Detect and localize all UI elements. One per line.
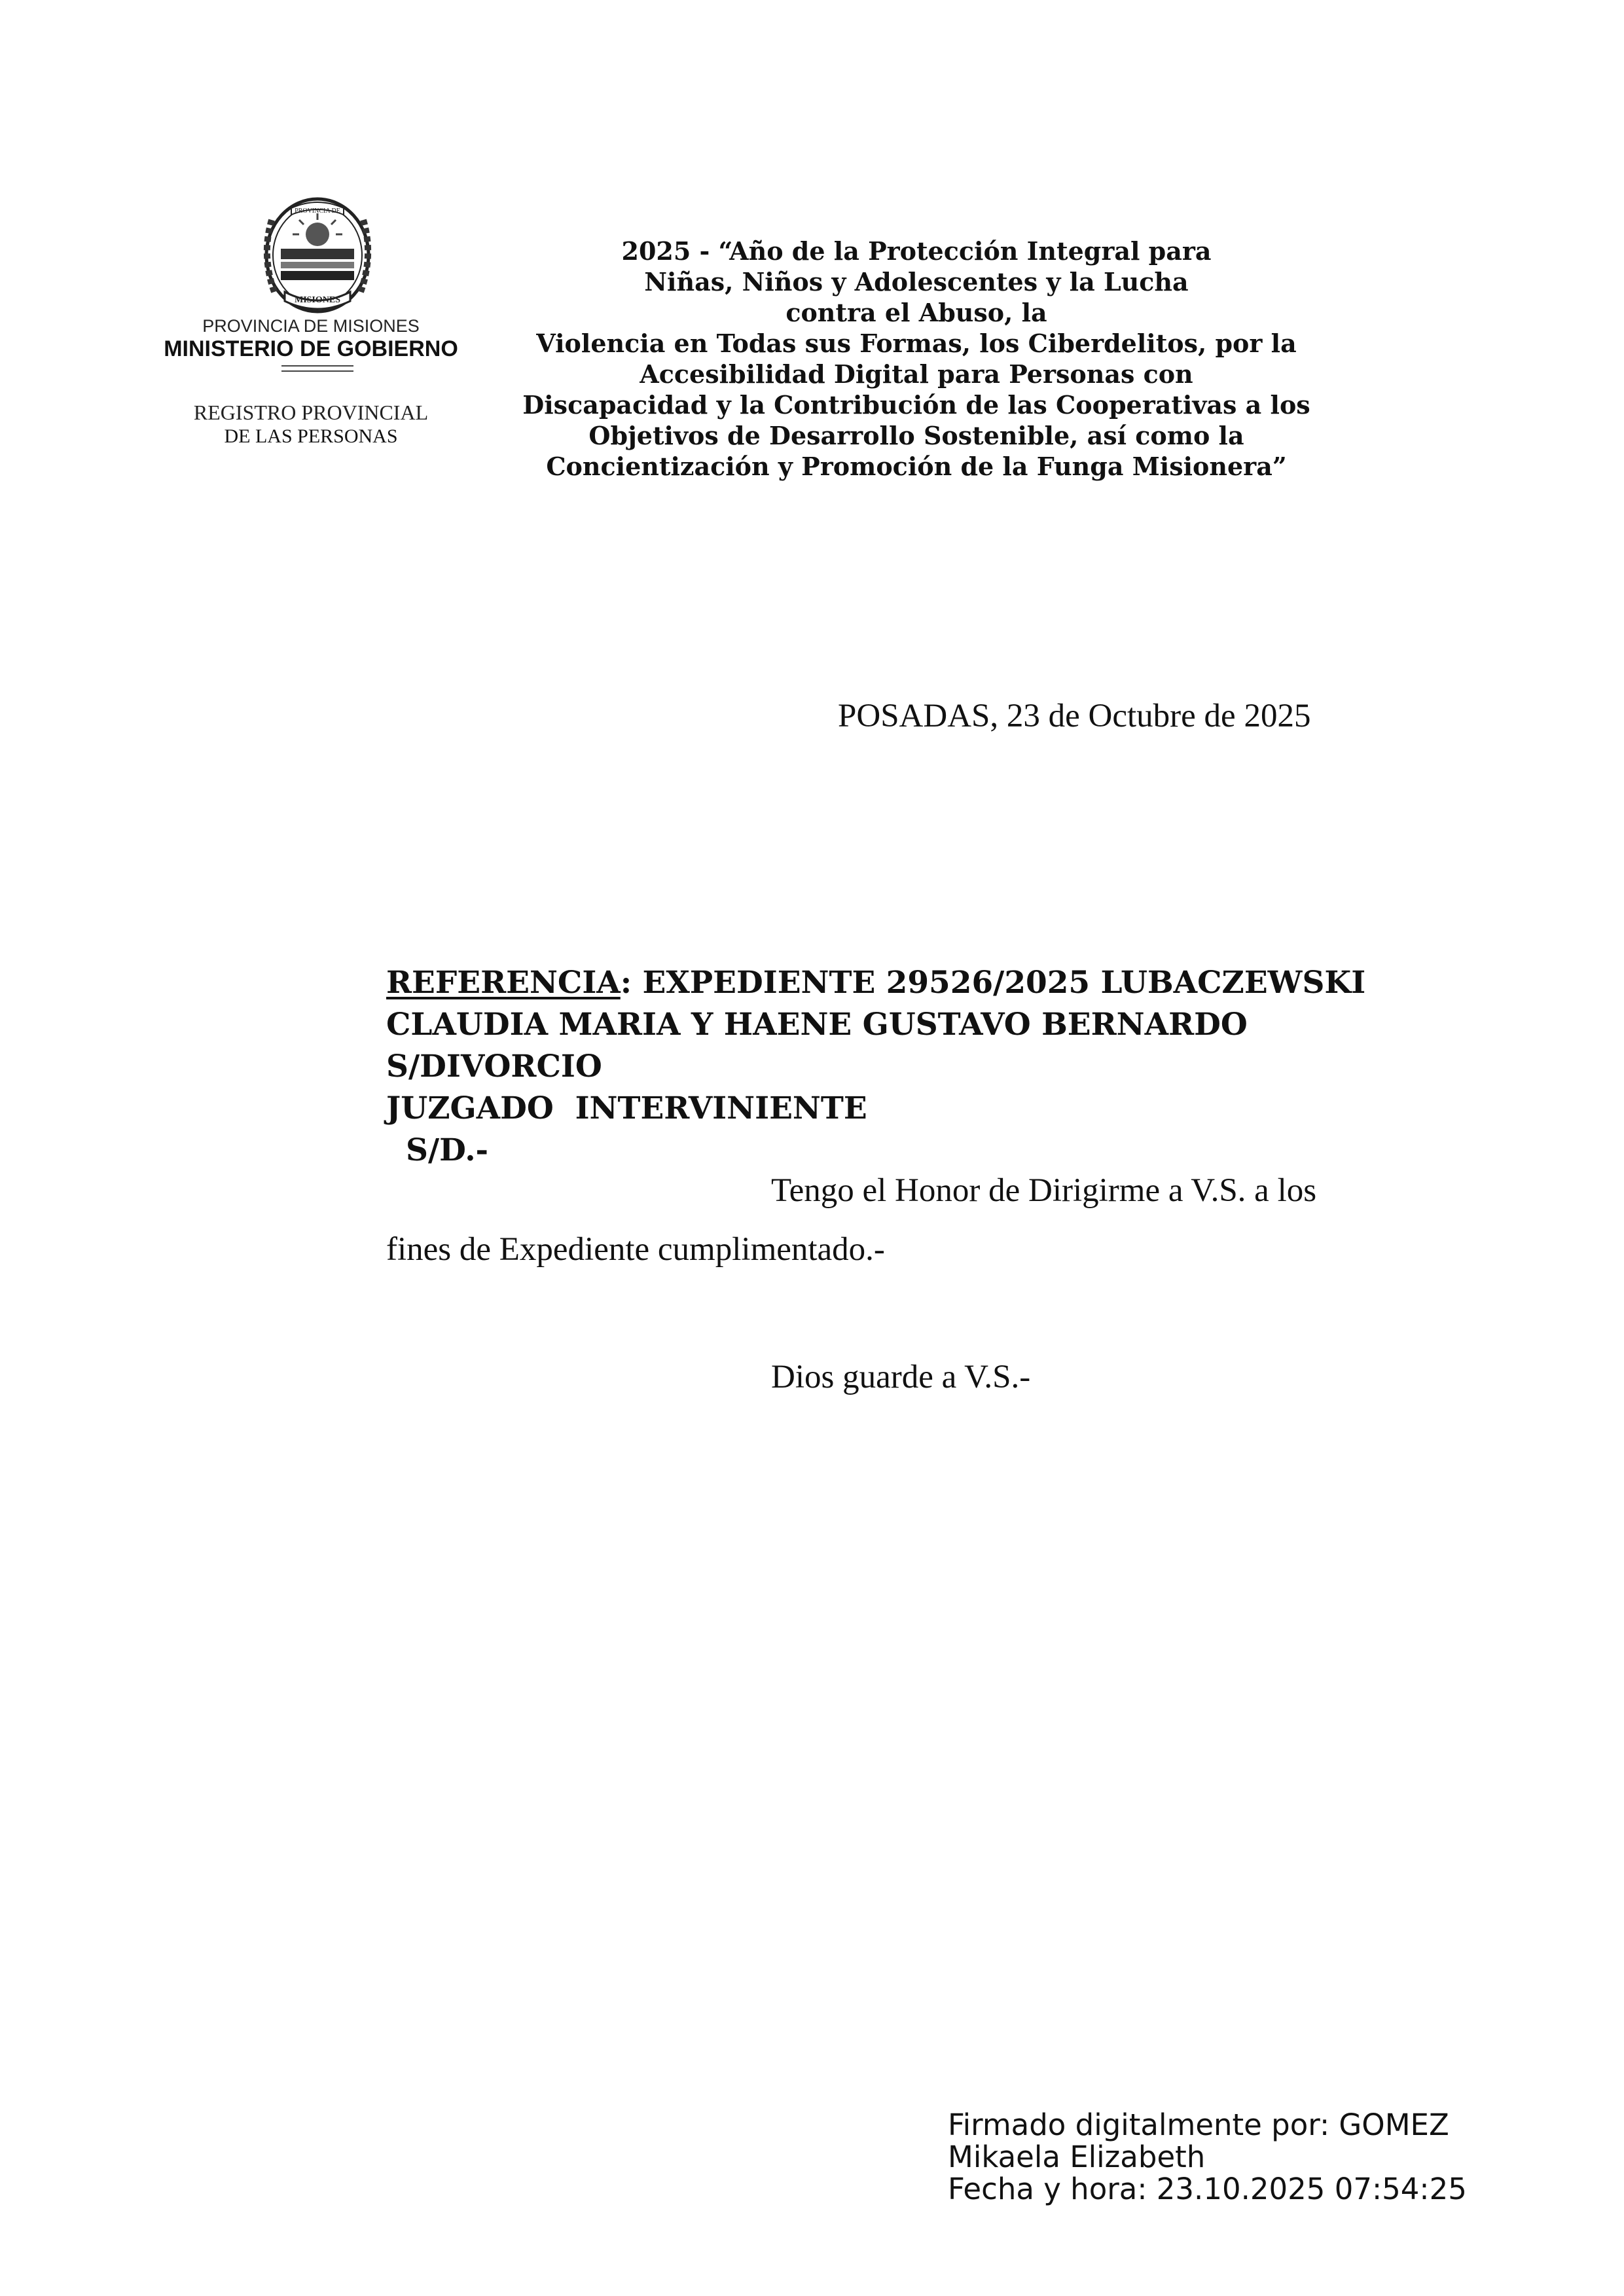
reference-block <box>386 962 1365 1172</box>
reference-line-4: JUZGADO INTERVINIENTE <box>386 1090 867 1126</box>
motto-line: Niñas, Niños y Adolescentes y la Lucha <box>644 267 1189 296</box>
letterhead-province: PROVINCIA DE MISIONES <box>202 316 420 336</box>
reference-line-5: S/D.- <box>406 1132 489 1168</box>
motto-line: Concientización y Promoción de la Funga Misionera” <box>546 452 1287 481</box>
reference-line-3: S/DIVORCIO <box>386 1049 602 1085</box>
emblem-bottom-text: MISIONES <box>294 295 341 305</box>
body-line-1: Tengo el Honor de Dirigirme a V.S. a los <box>771 1172 1317 1209</box>
reference-line-1 <box>386 962 1365 1004</box>
digital-signature <box>948 2109 1467 2205</box>
signature-datetime: Fecha y hora: 23.10.2025 07:54:25 <box>948 2172 1467 2206</box>
motto-line: 2025 - “Año de la Protección Integral para <box>621 236 1212 266</box>
closing-line: Dios guarde a V.S.- <box>771 1359 1031 1395</box>
year-motto <box>458 236 1375 482</box>
body-line-2: fines de Expediente cumplimentado.- <box>386 1231 885 1268</box>
motto-line: Discapacidad y la Contribución de las Cooperativas a los <box>522 390 1310 420</box>
motto-line: Objetivos de Desarrollo Sostenible, así como la <box>588 421 1244 450</box>
reference-line-2: CLAUDIA MARIA Y HAENE GUSTAVO BERNARDO <box>386 1007 1248 1043</box>
reference-label: REFERENCIA <box>386 965 621 1001</box>
emblem-top-text: PROVINCIA DE <box>295 207 340 215</box>
document-date: POSADAS, 23 de Octubre de 2025 <box>838 698 1311 734</box>
letterhead-registry: REGISTRO PROVINCIAL <box>193 401 429 424</box>
provincial-emblem <box>252 194 383 315</box>
letterhead-rule-bottom <box>281 370 353 372</box>
motto-line: Violencia en Todas sus Formas, los Ciberdelitos, por la <box>536 329 1297 358</box>
letterhead-rule-top <box>281 365 353 367</box>
motto-line: Accesibilidad Digital para Personas con <box>640 359 1193 389</box>
letterhead-registry-personas: DE LAS PERSONAS <box>224 425 398 447</box>
letterhead-ministry: MINISTERIO DE GOBIERNO <box>164 336 458 361</box>
motto-line: contra el Abuso, la <box>785 298 1047 327</box>
signature-signer: Firmado digitalmente por: GOMEZ <box>948 2108 1449 2142</box>
signature-name: Mikaela Elizabeth <box>948 2140 1206 2174</box>
reference-expediente: : EXPEDIENTE 29526/2025 LUBACZEWSKI <box>620 965 1366 1001</box>
